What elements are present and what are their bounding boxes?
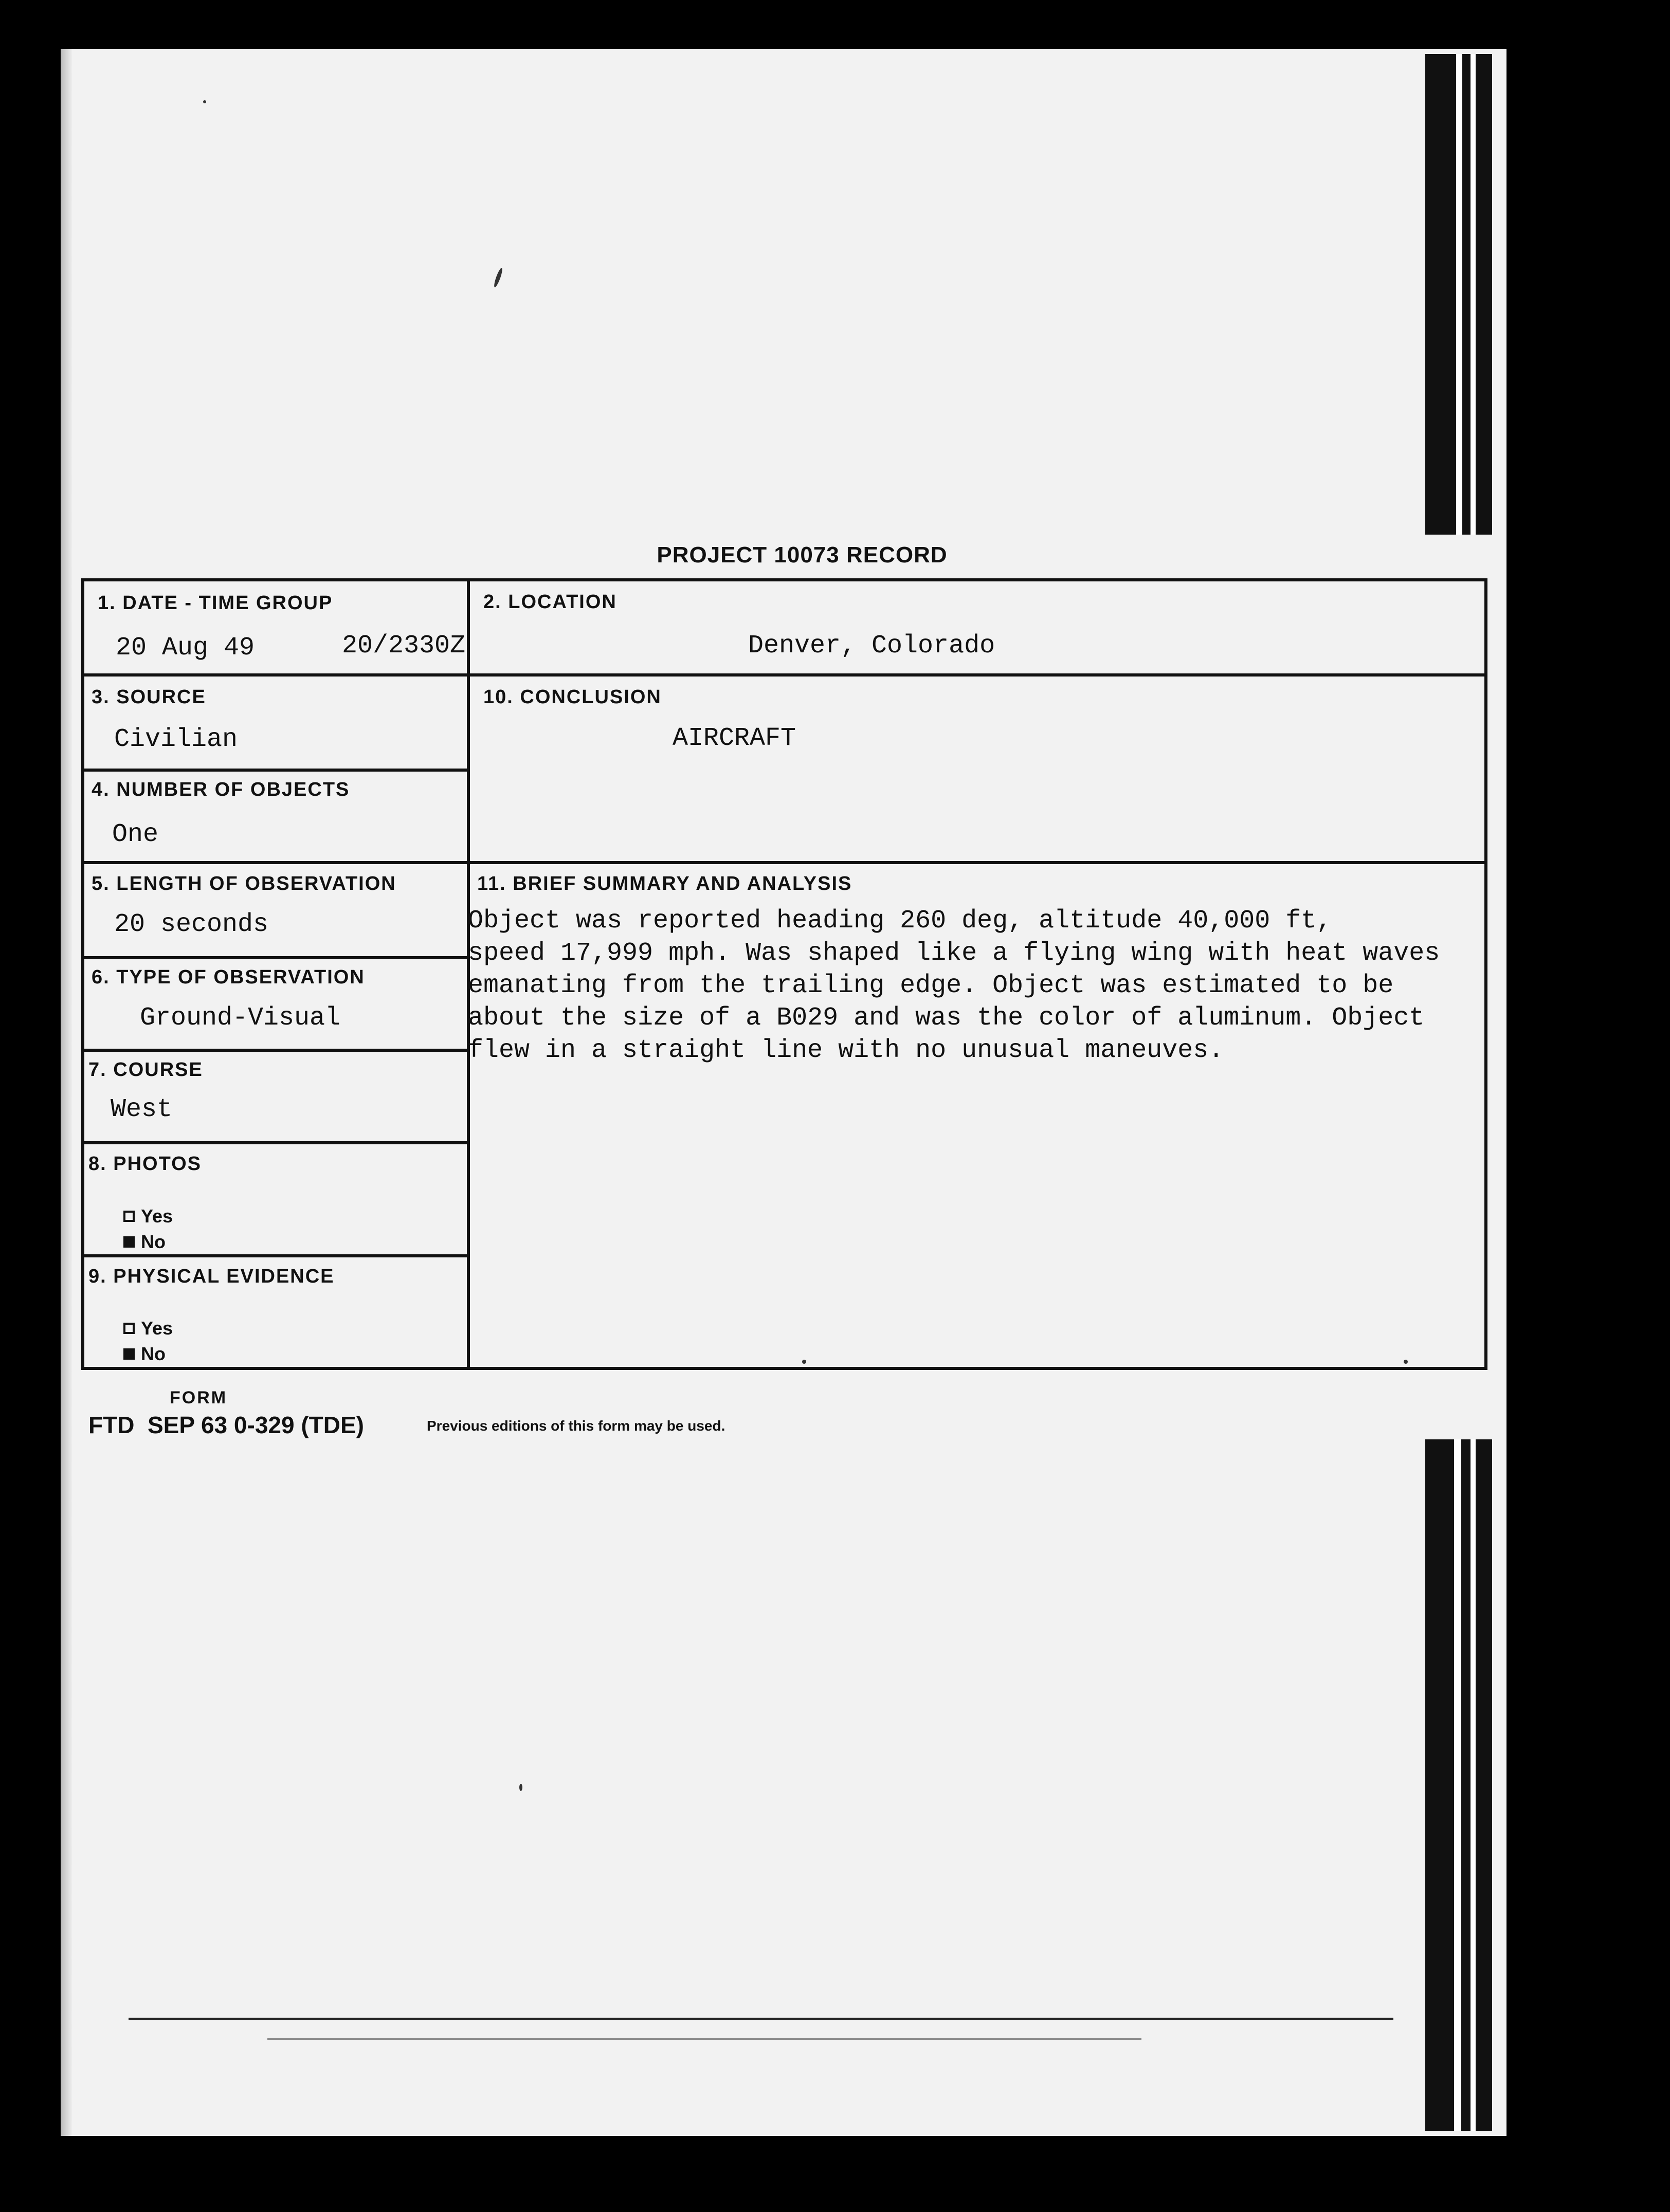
photos-label: 8. PHOTOS: [88, 1153, 202, 1175]
physical-evidence-no-option[interactable]: [123, 1343, 166, 1365]
physical-evidence-no-label: No: [141, 1343, 166, 1364]
film-edge-stripe: [1471, 54, 1476, 535]
checkbox-icon[interactable]: [123, 1211, 135, 1222]
number-of-objects-label: 4. NUMBER OF OBJECTS: [92, 779, 350, 800]
course-value: West: [111, 1095, 173, 1124]
type-of-observation-label: 6. TYPE OF OBSERVATION: [92, 966, 365, 988]
summary-line: Object was reported heading 260 deg, altitude 40,000 ft,: [468, 906, 1332, 936]
location-value: Denver, Colorado: [748, 631, 995, 661]
summary-text: [468, 905, 1471, 1067]
row-divider: [81, 1254, 467, 1257]
film-edge-stripe: [1471, 1439, 1476, 2131]
summary-line: emanating from the trailing edge. Object was estimated to be: [468, 971, 1394, 1000]
checkbox-checked-icon[interactable]: [123, 1236, 135, 1248]
time-value: 20/2330Z: [342, 631, 466, 661]
row-divider: [81, 956, 467, 959]
scan-speck: [802, 1360, 806, 1364]
photos-no-option[interactable]: [123, 1231, 166, 1253]
summary-label: 11. BRIEF SUMMARY AND ANALYSIS: [477, 873, 852, 894]
paper-edge-shadow: [61, 49, 72, 2136]
row-divider: [81, 673, 1487, 677]
film-edge-stripe: [1456, 54, 1462, 535]
physical-evidence-yes-option[interactable]: [123, 1318, 173, 1339]
type-of-observation-value: Ground-Visual: [140, 1003, 341, 1033]
photos-yes-label: Yes: [141, 1205, 173, 1227]
scan-rule: [129, 2018, 1393, 2020]
checkbox-icon[interactable]: [123, 1323, 135, 1334]
physical-evidence-label: 9. PHYSICAL EVIDENCE: [88, 1266, 335, 1287]
scan-speck: [519, 1784, 522, 1791]
scan-rule: [267, 2038, 1141, 2040]
row-divider: [81, 861, 1487, 864]
date-value: 20 Aug 49: [116, 633, 255, 663]
form-word: FORM: [170, 1388, 228, 1407]
conclusion-value: AIRCRAFT: [673, 724, 796, 753]
row-divider: [81, 769, 467, 772]
form-note: Previous editions of this form may be used.: [427, 1418, 725, 1434]
location-label: 2. LOCATION: [483, 591, 617, 613]
conclusion-label: 10. CONCLUSION: [483, 686, 662, 708]
length-of-observation-value: 20 seconds: [114, 910, 269, 939]
row-divider: [81, 1141, 467, 1144]
form-title: PROJECT 10073 RECORD: [657, 542, 948, 568]
summary-line: speed 17,999 mph. Was shaped like a flying wing with heat waves: [468, 939, 1440, 968]
course-label: 7. COURSE: [88, 1059, 203, 1081]
source-label: 3. SOURCE: [92, 686, 206, 708]
checkbox-checked-icon[interactable]: [123, 1348, 135, 1360]
physical-evidence-yes-label: Yes: [141, 1318, 173, 1339]
photos-no-label: No: [141, 1231, 166, 1252]
length-of-observation-label: 5. LENGTH OF OBSERVATION: [92, 873, 396, 894]
film-edge-stripe: [1454, 1439, 1461, 2131]
photos-yes-option[interactable]: [123, 1205, 173, 1227]
form-id: FTD SEP 63 0-329 (TDE): [88, 1412, 364, 1438]
summary-line: flew in a straight line with no unusual maneuves.: [468, 1036, 1224, 1065]
scan-speck: [1404, 1360, 1408, 1364]
row-divider: [81, 1049, 467, 1052]
scan-speck: [203, 100, 206, 103]
summary-line: about the size of a B029 and was the color of aluminum. Object: [468, 1003, 1425, 1033]
number-of-objects-value: One: [112, 820, 159, 849]
date-time-label: 1. DATE - TIME GROUP: [98, 592, 333, 614]
source-value: Civilian: [114, 725, 238, 754]
